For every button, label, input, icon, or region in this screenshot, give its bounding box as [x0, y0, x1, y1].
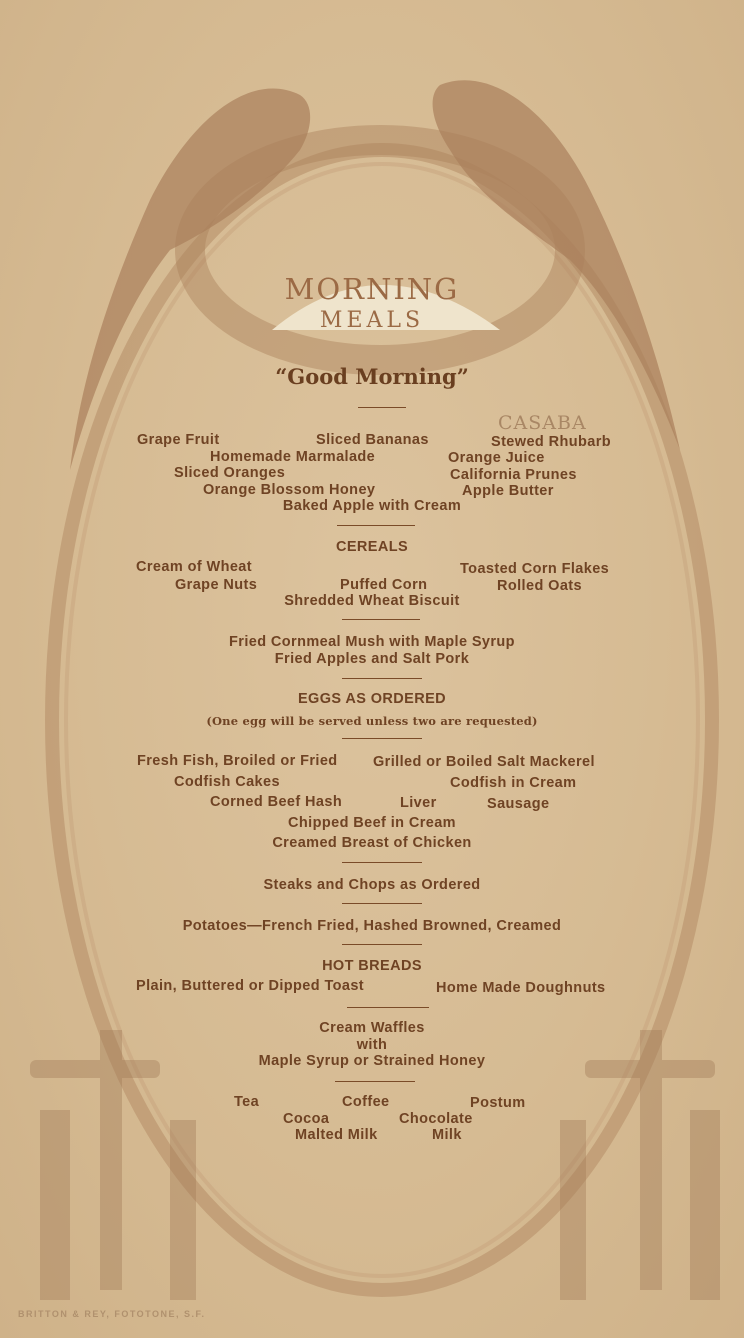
divider	[337, 525, 415, 526]
menu-item: Potatoes—French Fried, Hashed Browned, Creamed	[182, 918, 562, 934]
eggs-note: (One egg will be served unless two are requested)	[206, 714, 538, 728]
menu-item: Sausage	[487, 796, 550, 812]
menu-item: Cream Waffles	[319, 1020, 425, 1036]
divider	[342, 862, 422, 863]
menu-item: Orange Juice	[448, 450, 545, 466]
casaba-stamp: CASABA	[498, 412, 587, 434]
menu-item: Baked Apple with Cream	[282, 498, 462, 514]
menu-item: Codfish Cakes	[174, 774, 280, 790]
menu-item: Malted Milk	[295, 1127, 378, 1143]
printer-credit: BRITTON & REY, FOTOTONE, S.F.	[18, 1309, 206, 1319]
divider	[342, 619, 420, 620]
menu-item: Cream of Wheat	[136, 559, 252, 575]
menu-item: Chocolate	[399, 1111, 473, 1127]
section-heading-hot-breads: HOT BREADS	[322, 958, 422, 974]
menu-item: Fried Apples and Salt Pork	[274, 651, 470, 667]
divider	[347, 1007, 429, 1008]
divider	[335, 1081, 415, 1082]
menu-item: Fried Cornmeal Mush with Maple Syrup	[229, 634, 515, 650]
title-meals: MEALS	[319, 308, 425, 333]
menu-item: Grape Nuts	[175, 577, 258, 593]
menu-item: Maple Syrup or Strained Honey	[258, 1053, 486, 1069]
divider	[342, 738, 422, 739]
menu-item: Toasted Corn Flakes	[460, 561, 610, 577]
menu-item: Sliced Oranges	[174, 465, 286, 481]
menu-item: Corned Beef Hash	[210, 794, 343, 810]
divider	[342, 678, 422, 679]
menu-item: Grilled or Boiled Salt Mackerel	[373, 754, 595, 770]
menu-item: Codfish in Cream	[450, 775, 577, 791]
menu-item: Coffee	[342, 1094, 390, 1110]
menu-item: Fresh Fish, Broiled or Fried	[137, 753, 338, 769]
menu-item: California Prunes	[450, 467, 577, 483]
menu-item: Stewed Rhubarb	[491, 434, 611, 450]
menu-item: Creamed Breast of Chicken	[272, 835, 472, 851]
menu-item: Rolled Oats	[497, 578, 582, 594]
menu-item: Steaks and Chops as Ordered	[263, 877, 481, 893]
divider	[358, 407, 406, 408]
divider	[342, 944, 422, 945]
menu-item: Home Made Doughnuts	[436, 980, 606, 996]
section-heading-cereals: CEREALS	[335, 539, 409, 555]
menu-item: Sliced Bananas	[316, 432, 429, 448]
menu-item: Postum	[470, 1095, 526, 1111]
menu-item: Cocoa	[283, 1111, 330, 1127]
menu-item: Apple Butter	[462, 483, 554, 499]
menu-item: Shredded Wheat Biscuit	[284, 593, 460, 609]
menu-item: Homemade Marmalade	[210, 449, 376, 465]
menu-item: Puffed Corn	[340, 577, 428, 593]
greeting: “Good Morning”	[275, 364, 469, 389]
menu-item: Grape Fruit	[137, 432, 220, 448]
menu-item: Plain, Buttered or Dipped Toast	[136, 978, 365, 994]
menu-item: Chipped Beef in Cream	[288, 815, 456, 831]
menu-item: Orange Blossom Honey	[203, 482, 376, 498]
divider	[342, 903, 422, 904]
menu-item: Liver	[400, 795, 437, 811]
menu-item: Milk	[432, 1127, 462, 1143]
title-morning: MORNING	[284, 272, 460, 306]
menu-item: Tea	[234, 1094, 260, 1110]
menu-item: with	[356, 1037, 388, 1053]
section-heading-eggs: EGGS AS ORDERED	[297, 691, 447, 707]
